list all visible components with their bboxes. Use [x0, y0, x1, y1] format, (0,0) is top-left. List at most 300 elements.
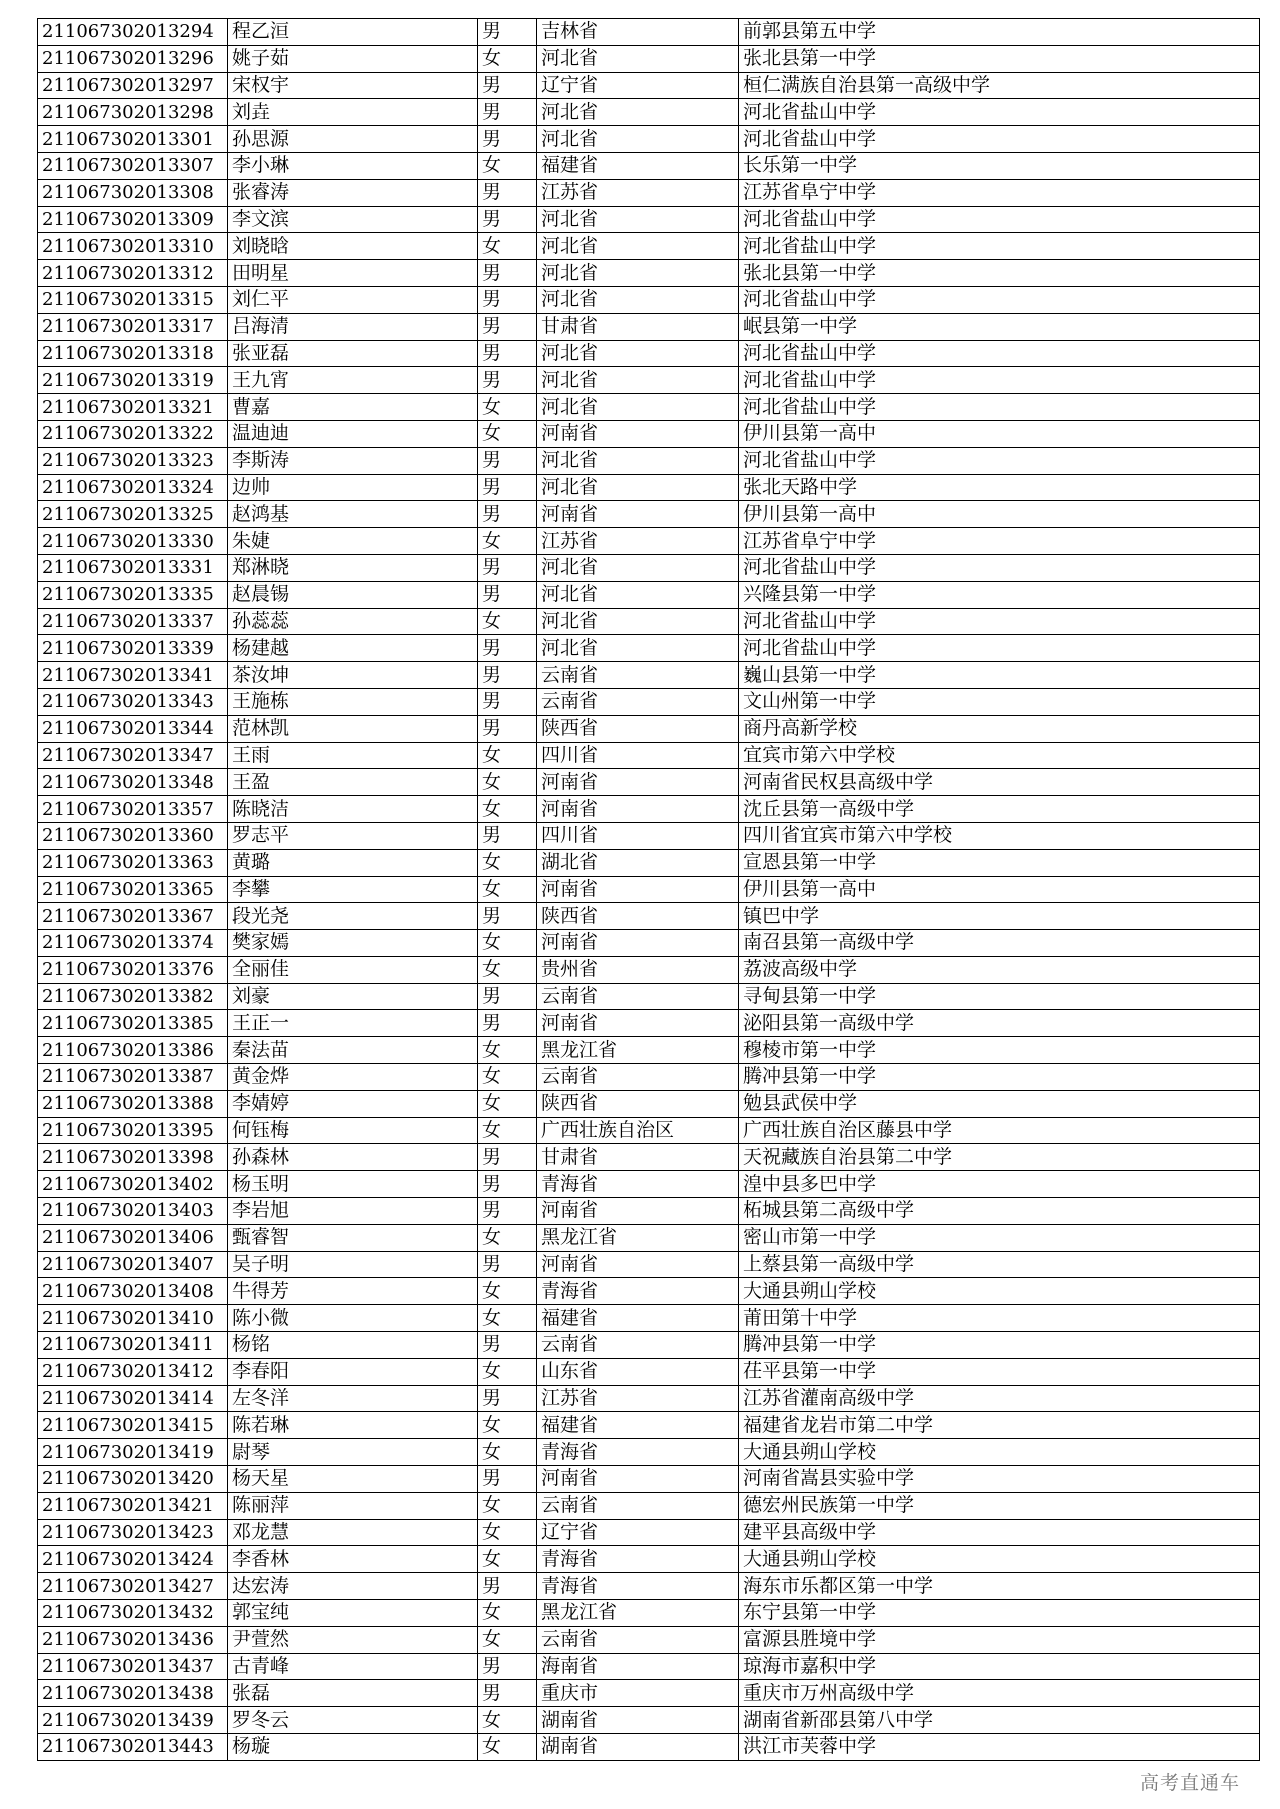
table-row [38, 1680, 1260, 1707]
gender-cell: 男 [478, 474, 537, 501]
table-row [38, 849, 1260, 876]
student-name-cell: 李香林 [228, 1546, 478, 1573]
table-row [38, 581, 1260, 608]
student-name-cell: 李攀 [228, 876, 478, 903]
province-cell: 黑龙江省 [537, 1600, 739, 1627]
province-cell: 河北省 [537, 340, 739, 367]
student-id-cell: 211067302013419 [38, 1439, 228, 1466]
student-id-cell: 211067302013337 [38, 608, 228, 635]
province-cell: 河南省 [537, 796, 739, 823]
student-id-cell: 211067302013322 [38, 420, 228, 447]
table-row [38, 1600, 1260, 1627]
gender-cell: 男 [478, 1466, 537, 1493]
school-cell: 天祝藏族自治县第二中学 [739, 1144, 1260, 1171]
province-cell: 河北省 [537, 554, 739, 581]
school-cell: 洪江市芙蓉中学 [739, 1734, 1260, 1761]
table-row [38, 1064, 1260, 1091]
student-name-cell: 孙思源 [228, 126, 478, 153]
province-cell: 河南省 [537, 1251, 739, 1278]
student-id-cell: 211067302013330 [38, 528, 228, 555]
province-cell: 江苏省 [537, 1385, 739, 1412]
school-cell: 伊川县第一高中 [739, 501, 1260, 528]
gender-cell: 女 [478, 1519, 537, 1546]
province-cell: 广西壮族自治区 [537, 1117, 739, 1144]
student-name-cell: 赵鸿基 [228, 501, 478, 528]
school-cell: 桓仁满族自治县第一高级中学 [739, 72, 1260, 99]
school-cell: 穆棱市第一中学 [739, 1037, 1260, 1064]
province-cell: 河南省 [537, 769, 739, 796]
student-id-cell: 211067302013387 [38, 1064, 228, 1091]
province-cell: 四川省 [537, 742, 739, 769]
student-name-cell: 罗志平 [228, 822, 478, 849]
student-id-cell: 211067302013318 [38, 340, 228, 367]
table-row [38, 394, 1260, 421]
province-cell: 陕西省 [537, 903, 739, 930]
gender-cell: 女 [478, 1064, 537, 1091]
school-cell: 河北省盐山中学 [739, 608, 1260, 635]
province-cell: 河南省 [537, 930, 739, 957]
table-row [38, 1332, 1260, 1359]
table-row [38, 474, 1260, 501]
province-cell: 云南省 [537, 688, 739, 715]
school-cell: 寻甸县第一中学 [739, 983, 1260, 1010]
student-name-cell: 何钰梅 [228, 1117, 478, 1144]
student-name-cell: 杨玉明 [228, 1171, 478, 1198]
student-id-cell: 211067302013367 [38, 903, 228, 930]
province-cell: 云南省 [537, 1626, 739, 1653]
school-cell: 岷县第一中学 [739, 313, 1260, 340]
student-name-cell: 程乙洹 [228, 19, 478, 46]
table-row [38, 554, 1260, 581]
student-name-cell: 边帅 [228, 474, 478, 501]
student-id-cell: 211067302013319 [38, 367, 228, 394]
student-name-cell: 陈晓洁 [228, 796, 478, 823]
gender-cell: 女 [478, 1546, 537, 1573]
school-cell: 张北县第一中学 [739, 260, 1260, 287]
student-name-cell: 李斯涛 [228, 447, 478, 474]
province-cell: 青海省 [537, 1171, 739, 1198]
school-cell: 湟中县多巴中学 [739, 1171, 1260, 1198]
province-cell: 湖南省 [537, 1734, 739, 1761]
table-row [38, 742, 1260, 769]
table-row [38, 1117, 1260, 1144]
school-cell: 荔波高级中学 [739, 956, 1260, 983]
province-cell: 陕西省 [537, 1090, 739, 1117]
table-row [38, 179, 1260, 206]
student-name-cell: 尹萱然 [228, 1626, 478, 1653]
gender-cell: 女 [478, 394, 537, 421]
gender-cell: 女 [478, 152, 537, 179]
gender-cell: 女 [478, 956, 537, 983]
student-id-cell: 211067302013403 [38, 1198, 228, 1225]
table-row [38, 1251, 1260, 1278]
province-cell: 河北省 [537, 474, 739, 501]
table-row [38, 1707, 1260, 1734]
school-cell: 海东市乐都区第一中学 [739, 1573, 1260, 1600]
gender-cell: 女 [478, 1224, 537, 1251]
province-cell: 云南省 [537, 1332, 739, 1359]
student-name-cell: 刘豪 [228, 983, 478, 1010]
school-cell: 茌平县第一中学 [739, 1358, 1260, 1385]
gender-cell: 女 [478, 1734, 537, 1761]
student-name-cell: 陈若琳 [228, 1412, 478, 1439]
table-row [38, 126, 1260, 153]
student-id-cell: 211067302013344 [38, 715, 228, 742]
table-row [38, 1224, 1260, 1251]
student-id-cell: 211067302013427 [38, 1573, 228, 1600]
student-name-cell: 陈丽萍 [228, 1492, 478, 1519]
student-name-cell: 刘仁平 [228, 286, 478, 313]
student-roster-table [37, 18, 1260, 1761]
province-cell: 河北省 [537, 233, 739, 260]
table-row [38, 313, 1260, 340]
school-cell: 大通县朔山学校 [739, 1439, 1260, 1466]
student-id-cell: 211067302013443 [38, 1734, 228, 1761]
school-cell: 河南省民权县高级中学 [739, 769, 1260, 796]
gender-cell: 女 [478, 849, 537, 876]
school-cell: 建平县高级中学 [739, 1519, 1260, 1546]
student-id-cell: 211067302013307 [38, 152, 228, 179]
student-name-cell: 吴子明 [228, 1251, 478, 1278]
gender-cell: 男 [478, 260, 537, 287]
student-id-cell: 211067302013323 [38, 447, 228, 474]
table-row [38, 1653, 1260, 1680]
student-id-cell: 211067302013407 [38, 1251, 228, 1278]
gender-cell: 女 [478, 796, 537, 823]
school-cell: 河北省盐山中学 [739, 635, 1260, 662]
student-name-cell: 孙森林 [228, 1144, 478, 1171]
student-id-cell: 211067302013363 [38, 849, 228, 876]
school-cell: 湖南省新邵县第八中学 [739, 1707, 1260, 1734]
gender-cell: 男 [478, 313, 537, 340]
student-name-cell: 古青峰 [228, 1653, 478, 1680]
school-cell: 沈丘县第一高级中学 [739, 796, 1260, 823]
student-name-cell: 李文滨 [228, 206, 478, 233]
school-cell: 莆田第十中学 [739, 1305, 1260, 1332]
school-cell: 伊川县第一高中 [739, 876, 1260, 903]
student-id-cell: 211067302013335 [38, 581, 228, 608]
province-cell: 河北省 [537, 206, 739, 233]
student-id-cell: 211067302013376 [38, 956, 228, 983]
school-cell: 张北天路中学 [739, 474, 1260, 501]
table-row [38, 1010, 1260, 1037]
gender-cell: 男 [478, 822, 537, 849]
province-cell: 湖南省 [537, 1707, 739, 1734]
gender-cell: 女 [478, 1278, 537, 1305]
student-name-cell: 李小琳 [228, 152, 478, 179]
province-cell: 黑龙江省 [537, 1037, 739, 1064]
student-name-cell: 陈小微 [228, 1305, 478, 1332]
roster-body [38, 19, 1260, 1761]
student-name-cell: 左冬洋 [228, 1385, 478, 1412]
gender-cell: 女 [478, 233, 537, 260]
school-cell: 巍山县第一中学 [739, 662, 1260, 689]
gender-cell: 女 [478, 1492, 537, 1519]
student-id-cell: 211067302013312 [38, 260, 228, 287]
student-id-cell: 211067302013414 [38, 1385, 228, 1412]
gender-cell: 男 [478, 903, 537, 930]
student-name-cell: 张磊 [228, 1680, 478, 1707]
table-row [38, 715, 1260, 742]
province-cell: 河北省 [537, 260, 739, 287]
gender-cell: 男 [478, 1573, 537, 1600]
table-row [38, 447, 1260, 474]
table-row [38, 1412, 1260, 1439]
student-id-cell: 211067302013388 [38, 1090, 228, 1117]
student-name-cell: 牛得芳 [228, 1278, 478, 1305]
student-id-cell: 211067302013297 [38, 72, 228, 99]
province-cell: 河南省 [537, 876, 739, 903]
student-name-cell: 王正一 [228, 1010, 478, 1037]
student-id-cell: 211067302013341 [38, 662, 228, 689]
student-id-cell: 211067302013324 [38, 474, 228, 501]
gender-cell: 女 [478, 1600, 537, 1627]
table-row [38, 1144, 1260, 1171]
gender-cell: 男 [478, 1680, 537, 1707]
province-cell: 福建省 [537, 1305, 739, 1332]
province-cell: 河北省 [537, 367, 739, 394]
province-cell: 河北省 [537, 581, 739, 608]
gender-cell: 男 [478, 72, 537, 99]
school-cell: 腾冲县第一中学 [739, 1332, 1260, 1359]
student-id-cell: 211067302013325 [38, 501, 228, 528]
gender-cell: 女 [478, 1626, 537, 1653]
student-id-cell: 211067302013395 [38, 1117, 228, 1144]
student-id-cell: 211067302013402 [38, 1171, 228, 1198]
student-name-cell: 李春阳 [228, 1358, 478, 1385]
school-cell: 河北省盐山中学 [739, 206, 1260, 233]
province-cell: 河北省 [537, 286, 739, 313]
school-cell: 商丹高新学校 [739, 715, 1260, 742]
student-name-cell: 段光尧 [228, 903, 478, 930]
table-row [38, 930, 1260, 957]
student-id-cell: 211067302013386 [38, 1037, 228, 1064]
province-cell: 江苏省 [537, 179, 739, 206]
table-row [38, 72, 1260, 99]
school-cell: 勉县武侯中学 [739, 1090, 1260, 1117]
province-cell: 云南省 [537, 662, 739, 689]
student-name-cell: 曹嘉 [228, 394, 478, 421]
table-row [38, 45, 1260, 72]
student-name-cell: 黄璐 [228, 849, 478, 876]
student-name-cell: 黄金烨 [228, 1064, 478, 1091]
school-cell: 富源县胜境中学 [739, 1626, 1260, 1653]
student-name-cell: 罗冬云 [228, 1707, 478, 1734]
province-cell: 云南省 [537, 1492, 739, 1519]
gender-cell: 女 [478, 1358, 537, 1385]
table-row [38, 688, 1260, 715]
province-cell: 河北省 [537, 635, 739, 662]
province-cell: 河北省 [537, 447, 739, 474]
table-row [38, 1573, 1260, 1600]
student-name-cell: 温迪迪 [228, 420, 478, 447]
school-cell: 腾冲县第一中学 [739, 1064, 1260, 1091]
student-id-cell: 211067302013315 [38, 286, 228, 313]
school-cell: 琼海市嘉积中学 [739, 1653, 1260, 1680]
student-id-cell: 211067302013301 [38, 126, 228, 153]
school-cell: 河南省嵩县实验中学 [739, 1466, 1260, 1493]
province-cell: 河北省 [537, 99, 739, 126]
student-name-cell: 达宏涛 [228, 1573, 478, 1600]
student-name-cell: 张睿涛 [228, 179, 478, 206]
gender-cell: 男 [478, 367, 537, 394]
student-id-cell: 211067302013432 [38, 1600, 228, 1627]
table-row [38, 903, 1260, 930]
gender-cell: 女 [478, 528, 537, 555]
student-id-cell: 211067302013382 [38, 983, 228, 1010]
school-cell: 广西壮族自治区藤县中学 [739, 1117, 1260, 1144]
table-row [38, 1090, 1260, 1117]
student-id-cell: 211067302013420 [38, 1466, 228, 1493]
student-name-cell: 孙蕊蕊 [228, 608, 478, 635]
student-name-cell: 田明星 [228, 260, 478, 287]
school-cell: 兴隆县第一中学 [739, 581, 1260, 608]
gender-cell: 女 [478, 876, 537, 903]
table-row [38, 99, 1260, 126]
gender-cell: 男 [478, 19, 537, 46]
table-row [38, 769, 1260, 796]
student-name-cell: 宋权宇 [228, 72, 478, 99]
table-row [38, 1734, 1260, 1761]
student-name-cell: 杨建越 [228, 635, 478, 662]
school-cell: 河北省盐山中学 [739, 126, 1260, 153]
gender-cell: 男 [478, 447, 537, 474]
gender-cell: 男 [478, 340, 537, 367]
table-row [38, 1626, 1260, 1653]
school-cell: 前郭县第五中学 [739, 19, 1260, 46]
gender-cell: 男 [478, 581, 537, 608]
province-cell: 重庆市 [537, 1680, 739, 1707]
school-cell: 南召县第一高级中学 [739, 930, 1260, 957]
student-id-cell: 211067302013308 [38, 179, 228, 206]
student-name-cell: 郑淋晓 [228, 554, 478, 581]
student-name-cell: 张亚磊 [228, 340, 478, 367]
table-row [38, 1278, 1260, 1305]
school-cell: 宜宾市第六中学校 [739, 742, 1260, 769]
province-cell: 河北省 [537, 126, 739, 153]
province-cell: 辽宁省 [537, 1519, 739, 1546]
school-cell: 德宏州民族第一中学 [739, 1492, 1260, 1519]
student-name-cell: 邓龙慧 [228, 1519, 478, 1546]
province-cell: 云南省 [537, 1064, 739, 1091]
student-name-cell: 郭宝纯 [228, 1600, 478, 1627]
student-id-cell: 211067302013415 [38, 1412, 228, 1439]
gender-cell: 女 [478, 1412, 537, 1439]
table-row [38, 501, 1260, 528]
school-cell: 福建省龙岩市第二中学 [739, 1412, 1260, 1439]
table-row [38, 367, 1260, 394]
gender-cell: 女 [478, 742, 537, 769]
student-id-cell: 211067302013339 [38, 635, 228, 662]
province-cell: 河南省 [537, 501, 739, 528]
student-name-cell: 李婧婷 [228, 1090, 478, 1117]
province-cell: 海南省 [537, 1653, 739, 1680]
gender-cell: 女 [478, 1305, 537, 1332]
province-cell: 陕西省 [537, 715, 739, 742]
student-name-cell: 范林凯 [228, 715, 478, 742]
student-name-cell: 秦法苗 [228, 1037, 478, 1064]
student-id-cell: 211067302013317 [38, 313, 228, 340]
gender-cell: 女 [478, 1439, 537, 1466]
province-cell: 四川省 [537, 822, 739, 849]
gender-cell: 女 [478, 1117, 537, 1144]
gender-cell: 男 [478, 99, 537, 126]
school-cell: 河北省盐山中学 [739, 394, 1260, 421]
student-name-cell: 王施栋 [228, 688, 478, 715]
gender-cell: 女 [478, 1037, 537, 1064]
student-name-cell: 李岩旭 [228, 1198, 478, 1225]
school-cell: 泌阳县第一高级中学 [739, 1010, 1260, 1037]
student-id-cell: 211067302013310 [38, 233, 228, 260]
school-cell: 河北省盐山中学 [739, 554, 1260, 581]
table-row [38, 1171, 1260, 1198]
student-id-cell: 211067302013360 [38, 822, 228, 849]
student-name-cell: 王盈 [228, 769, 478, 796]
school-cell: 大通县朔山学校 [739, 1278, 1260, 1305]
school-cell: 密山市第一中学 [739, 1224, 1260, 1251]
table-row [38, 420, 1260, 447]
school-cell: 江苏省阜宁中学 [739, 528, 1260, 555]
gender-cell: 男 [478, 179, 537, 206]
student-name-cell: 茶汝坤 [228, 662, 478, 689]
gender-cell: 男 [478, 501, 537, 528]
table-row [38, 1305, 1260, 1332]
province-cell: 青海省 [537, 1546, 739, 1573]
gender-cell: 女 [478, 1707, 537, 1734]
table-row [38, 1519, 1260, 1546]
student-name-cell: 杨天星 [228, 1466, 478, 1493]
province-cell: 福建省 [537, 1412, 739, 1439]
table-row [38, 206, 1260, 233]
province-cell: 河南省 [537, 1198, 739, 1225]
gender-cell: 男 [478, 206, 537, 233]
student-name-cell: 全丽佳 [228, 956, 478, 983]
school-cell: 河北省盐山中学 [739, 367, 1260, 394]
province-cell: 青海省 [537, 1439, 739, 1466]
table-row [38, 635, 1260, 662]
student-id-cell: 211067302013385 [38, 1010, 228, 1037]
province-cell: 青海省 [537, 1278, 739, 1305]
gender-cell: 男 [478, 1385, 537, 1412]
school-cell: 宣恩县第一中学 [739, 849, 1260, 876]
gender-cell: 男 [478, 1010, 537, 1037]
table-row [38, 608, 1260, 635]
student-id-cell: 211067302013439 [38, 1707, 228, 1734]
student-id-cell: 211067302013309 [38, 206, 228, 233]
student-id-cell: 211067302013331 [38, 554, 228, 581]
school-cell: 河北省盐山中学 [739, 447, 1260, 474]
student-name-cell: 刘晓晗 [228, 233, 478, 260]
student-id-cell: 211067302013438 [38, 1680, 228, 1707]
student-name-cell: 樊家嫣 [228, 930, 478, 957]
table-row [38, 822, 1260, 849]
student-name-cell: 杨铭 [228, 1332, 478, 1359]
gender-cell: 男 [478, 1171, 537, 1198]
student-id-cell: 211067302013294 [38, 19, 228, 46]
table-row [38, 662, 1260, 689]
school-cell: 江苏省灌南高级中学 [739, 1385, 1260, 1412]
table-row [38, 1385, 1260, 1412]
province-cell: 湖北省 [537, 849, 739, 876]
student-name-cell: 王九宵 [228, 367, 478, 394]
table-row [38, 1546, 1260, 1573]
province-cell: 辽宁省 [537, 72, 739, 99]
gender-cell: 男 [478, 662, 537, 689]
student-id-cell: 211067302013411 [38, 1332, 228, 1359]
school-cell: 重庆市万州高级中学 [739, 1680, 1260, 1707]
table-row [38, 340, 1260, 367]
province-cell: 河北省 [537, 394, 739, 421]
